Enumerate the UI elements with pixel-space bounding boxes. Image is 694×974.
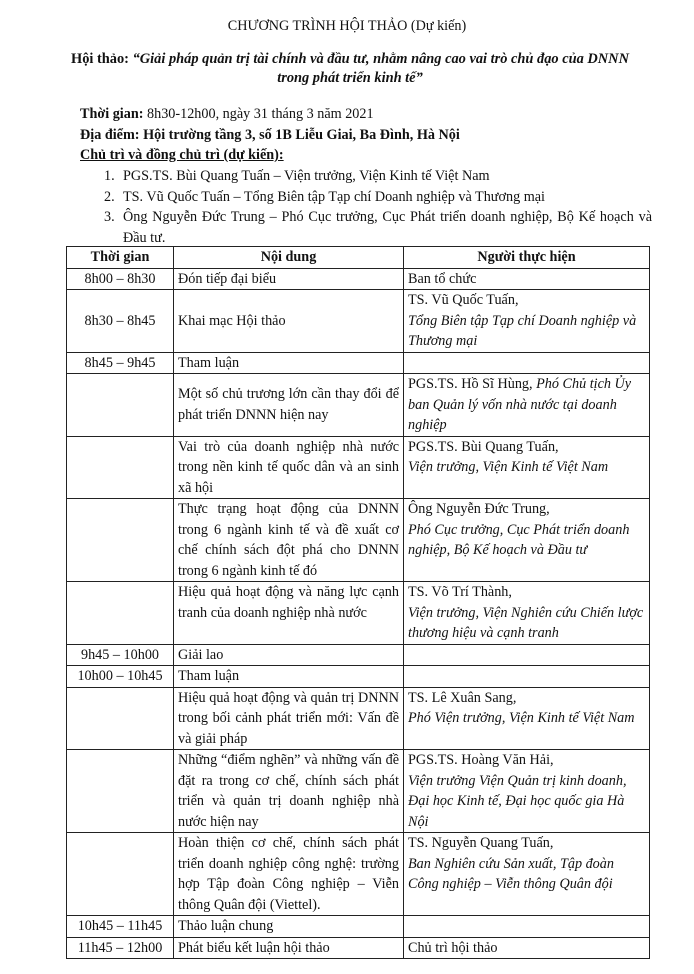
table-row (67, 750, 650, 833)
person-position: Viện trưởng Viện Quản trị kinh doanh, Đại học Kinh tế, Đại học quốc gia Hà Nội (408, 772, 627, 830)
seminar-title (70, 50, 630, 88)
person-cell (404, 937, 650, 959)
header-person: Người thực hiện (404, 247, 650, 269)
time-cell (67, 687, 174, 750)
time-cell: 8h00 – 8h30 (67, 268, 174, 290)
document-title: CHƯƠNG TRÌNH HỘI THẢO (Dự kiến) (227, 18, 467, 34)
content-cell: Thảo luận chung (174, 916, 404, 938)
program-table (66, 246, 650, 959)
person-position: Viện trưởng, Viện Nghiên cứu Chiến lược thương hiệu và cạnh tranh (408, 604, 644, 641)
person-position: Tổng Biên tập Tạp chí Doanh nghiệp và Thương mại (408, 312, 637, 349)
location-label: Địa điểm: (80, 127, 140, 143)
person-position: Phó Chủ tịch Ủy ban Quản lý vốn nhà nước tại doanh nghiệp (408, 376, 632, 433)
person-cell (404, 374, 650, 437)
person-cell (404, 352, 650, 374)
person-name: Ban tổ chức (408, 270, 477, 287)
person-name: TS. Lê Xuân Sang, (408, 689, 517, 706)
person-cell (404, 290, 650, 353)
content-cell: Hiệu quả hoạt động và quản trị DNNN trong bối cảnh phát triển mới: Vấn đề và giải pháp (174, 687, 404, 750)
seminar-prefix: Hội thảo: (71, 51, 133, 67)
host-item (104, 166, 652, 187)
host-text: TS. Vũ Quốc Tuấn – Tổng Biên tập Tạp chí Doanh nghiệp và Thương mại (123, 188, 546, 205)
person-cell (404, 916, 650, 938)
table-row (67, 268, 650, 290)
time-label: Thời gian: (80, 106, 144, 122)
host-item (104, 207, 652, 248)
content-cell: Tham luận (174, 666, 404, 688)
person-position: Phó Viện trưởng, Viện Kinh tế Việt Nam (408, 710, 635, 726)
person-name: Ông Nguyễn Đức Trung, (408, 501, 550, 517)
time-cell: 8h45 – 9h45 (67, 352, 174, 374)
location-line (80, 125, 670, 146)
time-cell: 9h45 – 10h00 (67, 644, 174, 666)
seminar-name: “Giải pháp quản trị tài chính và đầu tư, nhằm nâng cao vai trò chủ đạo của DNNN trong phát triển kinh tế” (132, 51, 629, 86)
content-cell: Giải lao (174, 644, 404, 666)
hosts-list (104, 166, 652, 248)
table-row (67, 666, 650, 688)
content-cell: Những “điểm nghẽn” và những vấn đề đặt ra trong cơ chế, chính sách phát triển và quản trị doanh nghiệp nhà nước hiện nay (174, 750, 404, 833)
table-row (67, 916, 650, 938)
person-cell (404, 499, 650, 582)
content-cell: Vai trò của doanh nghiệp nhà nước trong nền kinh tế quốc dân và an sinh xã hội (174, 436, 404, 499)
table-row (67, 937, 650, 959)
time-cell (67, 750, 174, 833)
person-cell (404, 644, 650, 666)
time-cell: 11h45 – 12h00 (67, 937, 174, 959)
table-row (67, 436, 650, 499)
person-cell (404, 833, 650, 916)
person-position: Ban Nghiên cứu Sản xuất, Tập đoàn Công nghiệp – Viễn thông Quân đội (408, 855, 614, 892)
time-line (80, 104, 670, 125)
header-content: Nội dung (174, 247, 404, 269)
host-number: 1. (104, 168, 115, 184)
table-row (67, 374, 650, 437)
time-cell (67, 499, 174, 582)
hosts-label: Chủ trì và đồng chủ trì (dự kiến): (80, 147, 284, 163)
table-row (67, 833, 650, 916)
person-cell (404, 582, 650, 645)
content-cell: Khai mạc Hội thảo (174, 290, 404, 353)
time-cell (67, 436, 174, 499)
time-value: 8h30-12h00, ngày 31 tháng 3 năm 2021 (147, 106, 374, 122)
table-row (67, 582, 650, 645)
table-header-row (67, 247, 650, 269)
person-cell (404, 436, 650, 499)
time-cell: 10h45 – 11h45 (67, 916, 174, 938)
time-cell (67, 374, 174, 437)
person-name: TS. Võ Trí Thành, (408, 584, 512, 600)
person-name: TS. Nguyễn Quang Tuấn, (408, 835, 554, 851)
host-text: PGS.TS. Bùi Quang Tuấn – Viện trưởng, Viện Kinh tế Việt Nam (123, 168, 490, 184)
person-cell (404, 687, 650, 750)
table-row (67, 644, 650, 666)
table-row (67, 352, 650, 374)
person-position: Phó Cục trưởng, Cục Phát triển doanh nghiệp, Bộ Kế hoạch và Đầu tư (408, 521, 630, 558)
header-time: Thời gian (67, 247, 174, 269)
host-text: Ông Nguyễn Đức Trung – Phó Cục trưởng, Cục Phát triển doanh nghiệp, Bộ Kế hoạch và Đầu tư. (123, 209, 652, 246)
person-name: PGS.TS. Hoàng Văn Hải, (408, 752, 554, 768)
person-name: Chủ trì hội thảo (408, 939, 498, 956)
time-cell (67, 833, 174, 916)
host-number: 2. (104, 188, 115, 205)
person-cell (404, 666, 650, 688)
content-cell: Phát biểu kết luận hội thảo (174, 937, 404, 959)
time-cell: 8h30 – 8h45 (67, 290, 174, 353)
time-cell (67, 582, 174, 645)
table-row (67, 687, 650, 750)
table-row (67, 290, 650, 353)
person-cell (404, 750, 650, 833)
time-cell: 10h00 – 10h45 (67, 666, 174, 688)
content-cell: Đón tiếp đại biểu (174, 268, 404, 290)
location-value: Hội trường tầng 3, số 1B Liễu Giai, Ba Đình, Hà Nội (143, 127, 460, 143)
person-name: PGS.TS. Bùi Quang Tuấn, (408, 438, 559, 455)
person-cell (404, 268, 650, 290)
host-number: 3. (104, 209, 115, 225)
hosts-heading (80, 145, 670, 166)
person-position: Viện trưởng, Viện Kinh tế Việt Nam (408, 459, 609, 475)
content-cell: Tham luận (174, 352, 404, 374)
content-cell: Hiệu quả hoạt động và năng lực cạnh tranh của doanh nghiệp nhà nước (174, 582, 404, 645)
person-name: PGS.TS. Hồ Sĩ Hùng, (408, 376, 537, 392)
content-cell: Thực trạng hoạt động của DNNN trong 6 ngành kinh tế và đề xuất cơ chế chính sách đột phá cho DNNN trong 6 ngành kinh tế đó (174, 499, 404, 582)
host-item (104, 187, 652, 208)
content-cell: Hoàn thiện cơ chế, chính sách phát triển doanh nghiệp công nghệ: trường hợp Tập đoàn Công nghiệp – Viễn thông Quân đội (Viettel). (174, 833, 404, 916)
person-name: TS. Vũ Quốc Tuấn, (408, 292, 519, 308)
table-row (67, 499, 650, 582)
content-cell: Một số chủ trương lớn cần thay đổi để phát triển DNNN hiện nay (174, 374, 404, 437)
